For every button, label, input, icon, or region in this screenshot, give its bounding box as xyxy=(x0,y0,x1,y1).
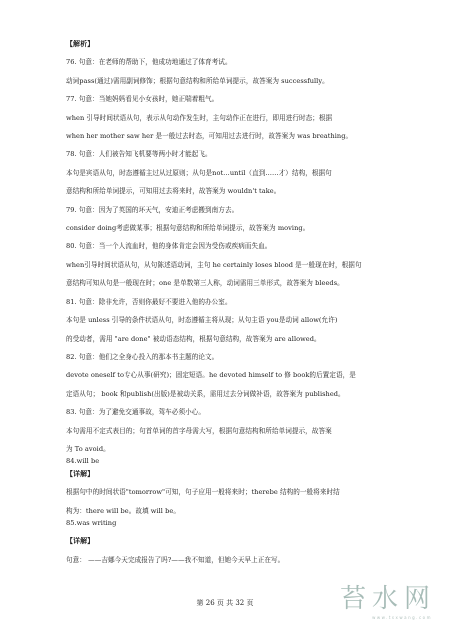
text-line: when引导时间状语从句，从句陈述语动词，主句 he certainly loses blood 是一般现在时，根据句 xyxy=(66,260,362,269)
text-line: 意结构可知从句是一般现在时；one 是单数第三人称，动词需用三单形式，故答案为 bleeds。 xyxy=(66,279,344,288)
text-line: when 引导时间状语从句，表示从句动作发生时，主句动作正在进行，即用进行时态；根据 xyxy=(66,113,333,122)
text-line: 本句是 unless 引导的条件状语从句，时态遵循主将从现；从句主语 you是动词 allow(允许) xyxy=(66,316,338,325)
text-line: 的受动者，需用 "are done" 被动语态结构，根据句意结构，故答案为 are allowed。 xyxy=(66,334,321,343)
text-line: 根据句中的时间状语"tomorrow"可知，句子应用一般将来时；therebe 结构的一般将来时结 xyxy=(66,488,340,497)
answer-explanations xyxy=(66,40,396,574)
text-line: 85.was writing xyxy=(66,518,117,527)
text-line: 构为：there will be。故填 will be。 xyxy=(66,506,180,515)
text-line: consider doing考虑做某事；根据句意结构和所给单词提示，故答案为 moving。 xyxy=(66,224,310,233)
section-heading: 【详解】 xyxy=(66,469,95,478)
text-line: 为 To avoid。 xyxy=(66,444,110,453)
text-line: devote oneself to专心从事(研究)；固定短语。he devoted himself to 修 book的后置定语，是 xyxy=(66,371,356,380)
text-line: 本句需用不定式表目的；句首单词的首字母需大写，根据句意结构和所给单词提示，故答案 xyxy=(66,426,332,435)
page-footer: 第 26 页 共 32 页 xyxy=(196,599,254,607)
watermark-text: 苔水网 xyxy=(339,584,436,614)
text-line: 78. 句意：人们被告知飞机要等两小时才能起飞。 xyxy=(66,150,212,159)
text-line: 84.will be xyxy=(66,457,100,466)
section-heading: 【详解】 xyxy=(66,537,95,546)
text-line: 动词pass(通过)需用副词修饰；根据句意结构和所给单词提示，故答案为 successfully。 xyxy=(66,76,329,85)
text-line: 81. 句意：除非允许，否则你最好不要进入他的办公室。 xyxy=(66,297,232,306)
text-line: 77. 句意：当她妈妈看见小女孩时，她正喘着粗气。 xyxy=(66,95,219,104)
text-line: 本句是宾语从句，时态遵循主过从过原则；从句是not…until（直到……才）结构，根据句 xyxy=(66,168,332,177)
text-line: 句意： ——吉娜今天完成报告了吗?——我不知道，但她今天早上正在写。 xyxy=(66,555,285,564)
watermark-logo xyxy=(326,584,436,634)
text-line: when her mother saw her 是一般过去时态，可知用过去进行时，故答案为 was breathing。 xyxy=(66,132,353,141)
text-line: 80. 句意：当一个人流血时，他的身体肯定会因为受伤或疾病而失血。 xyxy=(66,242,272,251)
text-line: 79. 句意：因为了英国的坏天气，安迪正考虑搬到南方去。 xyxy=(66,205,239,214)
section-heading: 【解析】 xyxy=(66,40,95,48)
text-line: 定语从句； book 和publish(出版)是被动关系，需用过去分词做补语，故答案为 published。 xyxy=(66,389,345,398)
watermark-subtext: www.tsxwang.com xyxy=(372,615,432,620)
text-line: 意结构和所给单词提示，可知用过去将来时，故答案为 wouldn't take。 xyxy=(66,187,281,196)
text-line: 82. 句意：他们之全身心投入的那本书主题的论文。 xyxy=(66,352,219,361)
text-line: 76. 句意：在老师的帮助下，他成功地通过了体育考试。 xyxy=(66,58,232,67)
text-line: 83. 句意：为了避免交通事故，驾车必须小心。 xyxy=(66,408,206,417)
